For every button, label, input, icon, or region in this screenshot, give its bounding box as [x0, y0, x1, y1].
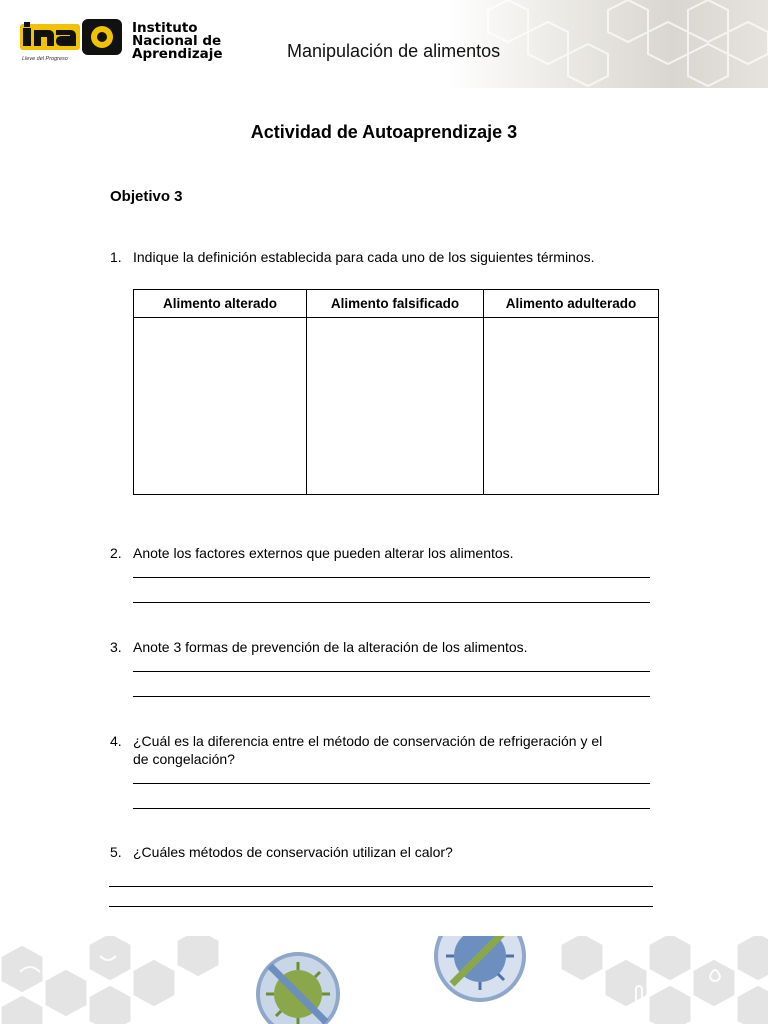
- logo-line-3: Aprendizaje: [132, 46, 223, 62]
- answer-line[interactable]: [133, 602, 650, 603]
- definitions-table: [133, 289, 659, 495]
- question-number: 3.: [110, 639, 122, 655]
- question-text: ¿Cuál es la diferencia entre el método de conservación de refrigeración y el: [133, 733, 603, 749]
- table-header-adulterated: Alimento adulterado: [484, 290, 659, 318]
- logo-wordmark: [132, 22, 223, 61]
- table-header-falsified: Alimento falsificado: [307, 290, 484, 318]
- logo-tagline: Lleve del Progreso: [22, 56, 68, 62]
- virus-prohibited-icon: [258, 954, 338, 1024]
- question-text-line-2: de congelación?: [133, 751, 235, 767]
- question-number: 2.: [110, 545, 122, 561]
- answer-line[interactable]: [109, 886, 653, 887]
- table-header-altered: Alimento alterado: [134, 290, 307, 318]
- ina-logo: [20, 18, 223, 68]
- question-4: [110, 732, 670, 772]
- logo-line-2: Nacional de: [132, 33, 222, 49]
- question-text: Anote los factores externos que pueden alterar los alimentos.: [133, 545, 514, 561]
- answer-line[interactable]: [109, 906, 653, 907]
- footer-decoration: [0, 936, 768, 1024]
- answer-cell-adulterated[interactable]: [484, 318, 659, 495]
- question-text: Anote 3 formas de prevención de la alteración de los alimentos.: [133, 639, 528, 655]
- answer-cell-falsified[interactable]: [307, 318, 484, 495]
- question-number: 1.: [110, 249, 122, 265]
- answer-line[interactable]: [133, 671, 650, 672]
- document-title: Actividad de Autoaprendizaje 3: [250, 122, 518, 142]
- question-number: 5.: [110, 844, 122, 860]
- answer-line[interactable]: [133, 577, 650, 578]
- page-header: [0, 0, 768, 88]
- answer-line[interactable]: [133, 808, 650, 809]
- question-text: Indique la definición establecida para cada uno de los siguientes términos.: [133, 249, 595, 265]
- ina-logo-mark: [20, 18, 128, 58]
- answer-cell-altered[interactable]: [134, 318, 307, 495]
- question-number: 4.: [110, 733, 122, 749]
- course-title: Manipulación de alimentos: [287, 41, 501, 61]
- objective-heading: Objetivo 3: [110, 188, 183, 205]
- answer-line[interactable]: [133, 696, 650, 697]
- logo-line-1: Instituto: [132, 20, 198, 36]
- answer-line[interactable]: [133, 783, 650, 784]
- question-text: ¿Cuáles métodos de conservación utilizan el calor?: [133, 844, 453, 860]
